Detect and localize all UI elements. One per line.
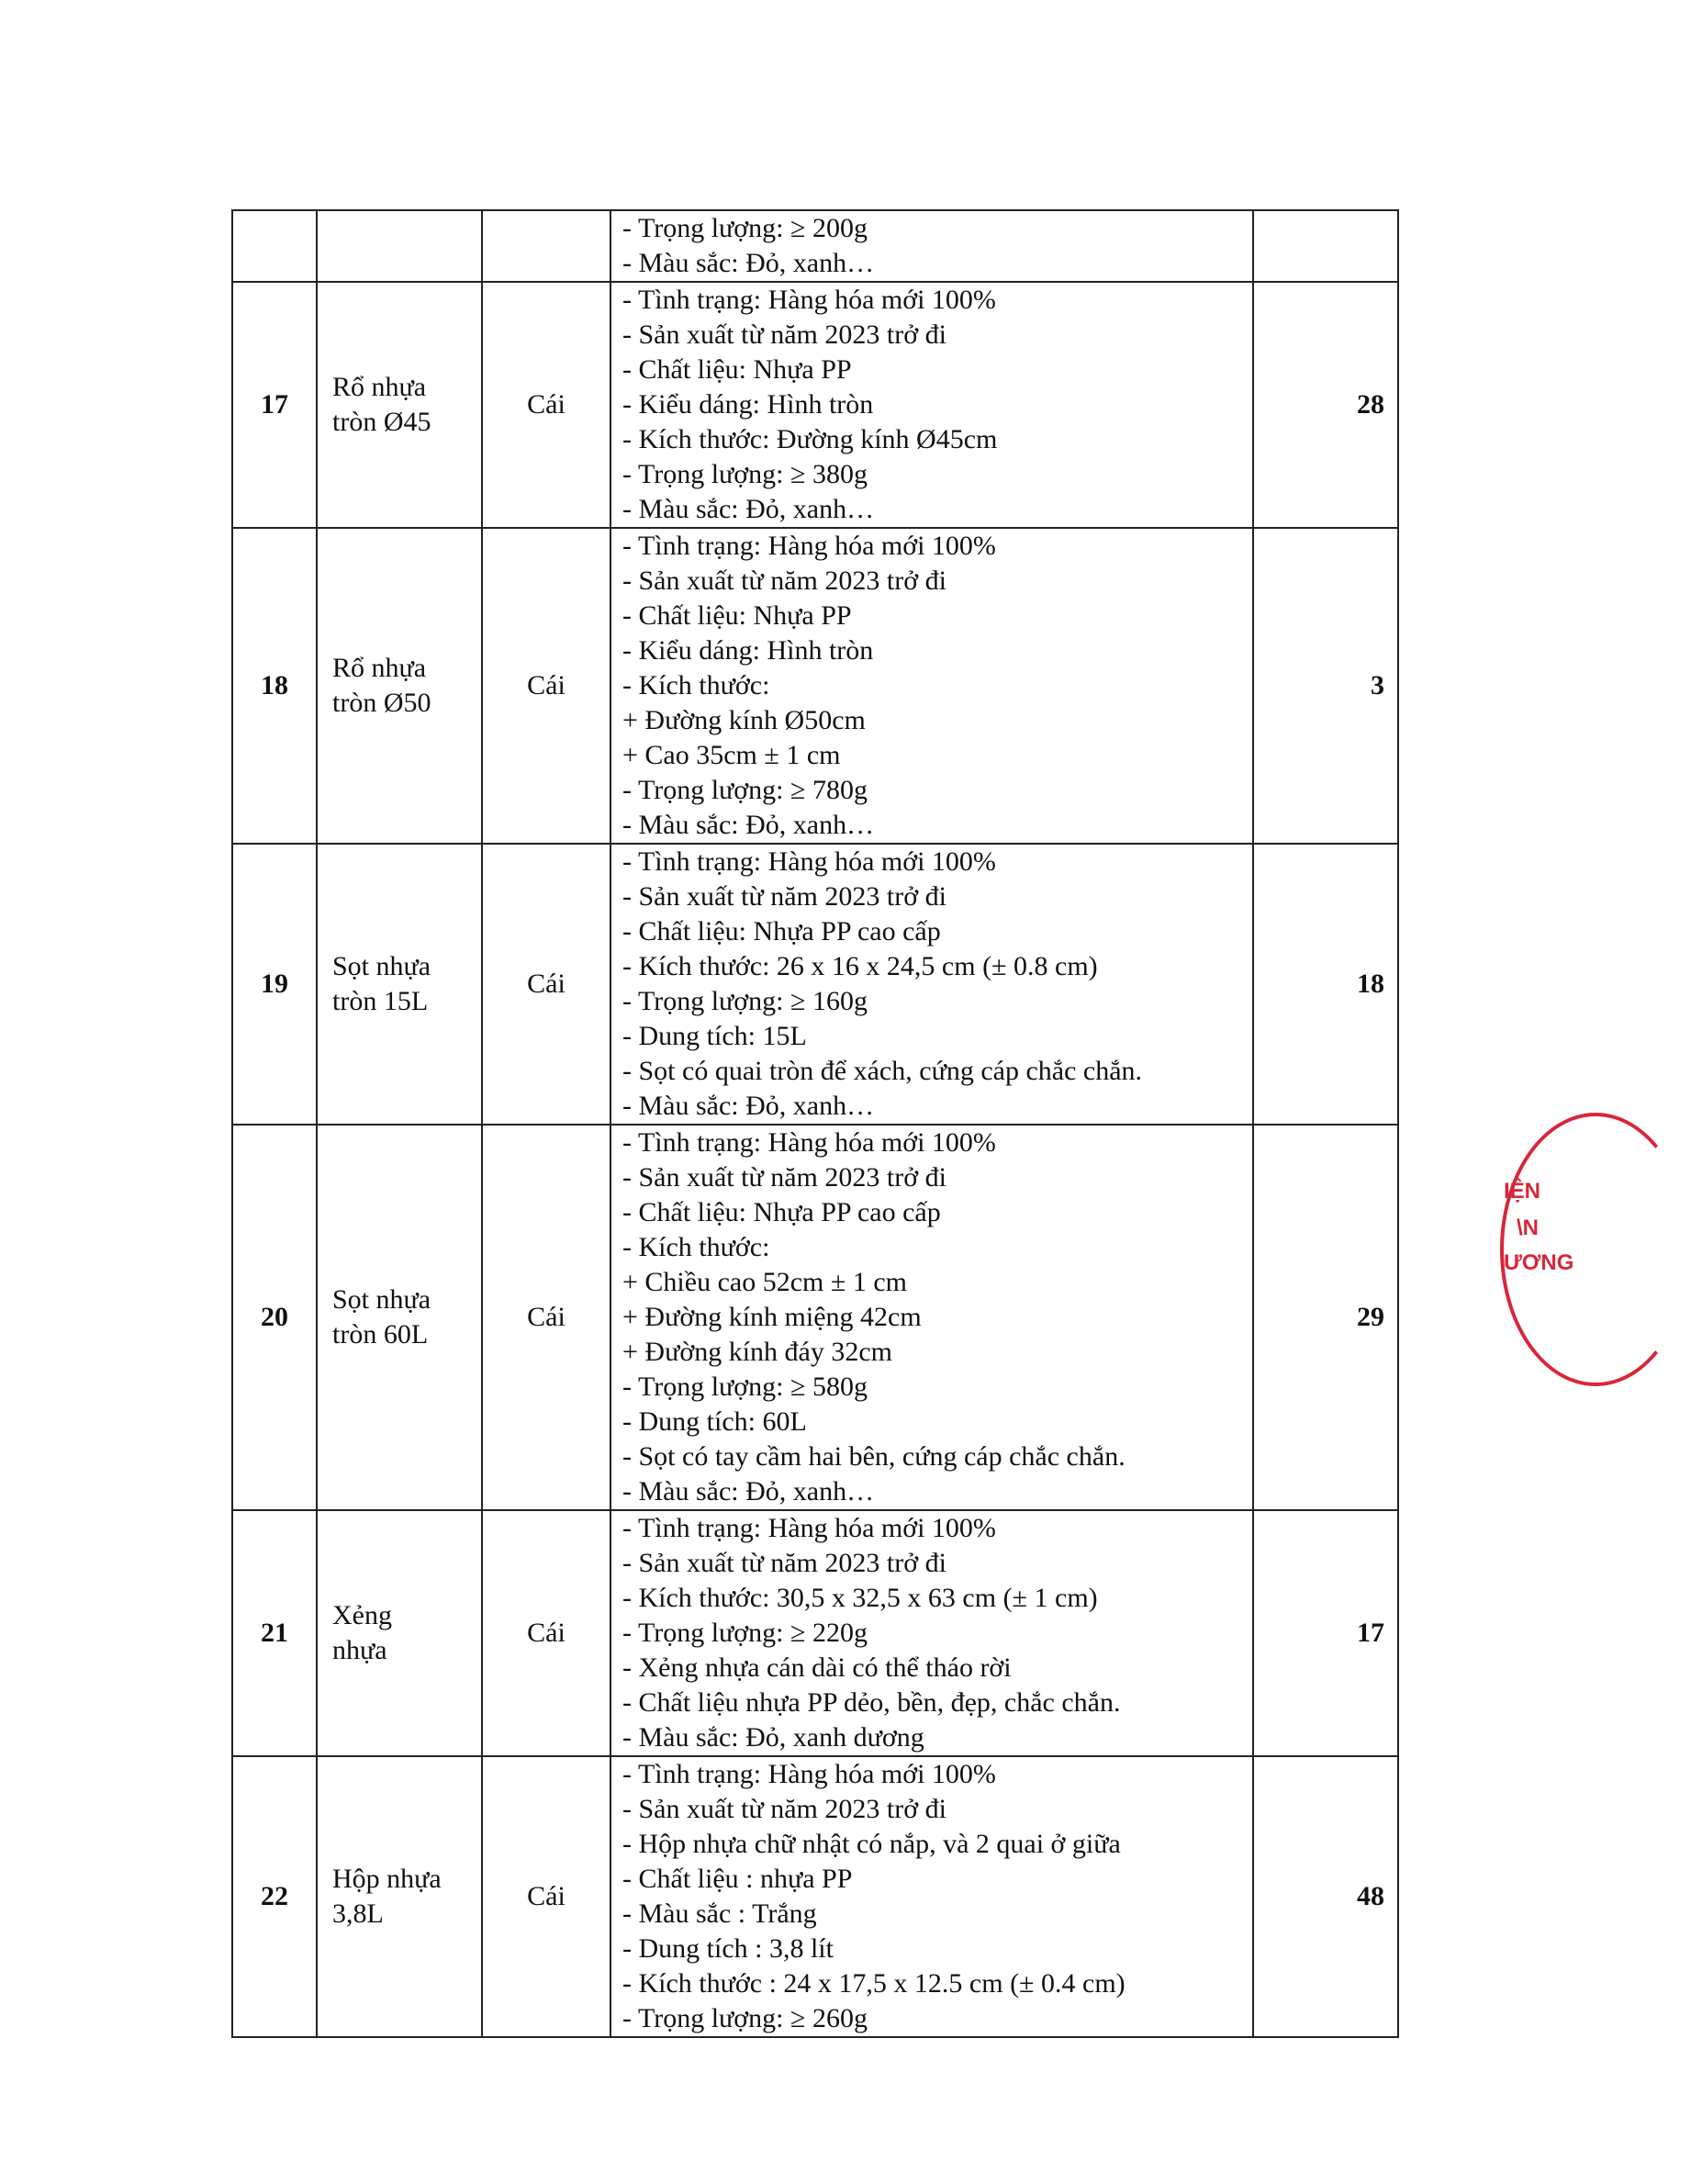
item-name-line: Hộp nhựa	[332, 1864, 442, 1894]
item-name-line: nhựa	[332, 1635, 387, 1665]
stamp-text-2: \N	[1517, 1215, 1539, 1240]
spec-line: - Màu sắc: Đỏ, xanh…	[622, 1476, 875, 1506]
spec-line: + Cao 35cm ± 1 cm	[622, 740, 841, 770]
spec-line: - Kích thước: 26 x 16 x 24,5 cm (± 0.8 cm)	[622, 951, 1098, 981]
spec-line: - Chất liệu: Nhựa PP cao cấp	[622, 1197, 941, 1227]
item-name	[317, 1756, 482, 2037]
spec-line: - Trọng lượng: ≥ 220g	[622, 1618, 868, 1648]
item-name-line: tròn Ø45	[332, 407, 431, 437]
item-name-line: tròn Ø50	[332, 688, 431, 718]
spec-line: - Trọng lượng: ≥ 780g	[622, 775, 868, 805]
spec-line: - Dung tích : 3,8 lít	[622, 1933, 834, 1964]
spec-line: - Dung tích: 60L	[622, 1406, 807, 1437]
spec-line: - Sản xuất từ năm 2023 trở đi	[622, 1794, 946, 1824]
spec-line: + Đường kính đáy 32cm	[622, 1337, 893, 1367]
spec-line: - Kích thước: 30,5 x 32,5 x 63 cm (± 1 cm)	[622, 1583, 1098, 1613]
item-unit: Cái	[482, 1756, 610, 2037]
item-name-line: tròn 15L	[332, 986, 429, 1016]
spec-line: - Sản xuất từ năm 2023 trở đi	[622, 1548, 946, 1578]
item-specs	[610, 210, 1253, 282]
spec-line: - Trọng lượng: ≥ 580g	[622, 1372, 868, 1402]
item-name	[317, 210, 482, 282]
item-number	[232, 210, 317, 282]
stamp-text-3: ƯƠNG	[1504, 1250, 1574, 1275]
item-unit: Cái	[482, 844, 610, 1125]
spec-line: - Chất liệu: Nhựa PP	[622, 354, 852, 385]
item-number: 22	[232, 1756, 317, 2037]
item-specs	[610, 1125, 1253, 1510]
table-row	[232, 528, 1398, 844]
spec-line: + Đường kính Ø50cm	[622, 705, 866, 735]
item-quantity: 18	[1253, 844, 1398, 1125]
spec-line: - Kích thước: Đường kính Ø45cm	[622, 424, 998, 454]
item-specs	[610, 1756, 1253, 2037]
item-name	[317, 282, 482, 528]
spec-line: - Màu sắc : Trắng	[622, 1898, 817, 1929]
stamp-ring	[1500, 1113, 1691, 1386]
item-number: 19	[232, 844, 317, 1125]
spec-line: - Dung tích: 15L	[622, 1021, 807, 1051]
spec-line: - Màu sắc: Đỏ, xanh dương	[622, 1722, 924, 1753]
spec-line: - Trọng lượng: ≥ 200g	[622, 213, 868, 243]
item-number: 21	[232, 1510, 317, 1756]
table-row	[232, 1510, 1398, 1756]
spec-line: - Trọng lượng: ≥ 160g	[622, 986, 868, 1016]
spec-line: - Hộp nhựa chữ nhật có nắp, và 2 quai ở giữa	[622, 1829, 1121, 1859]
spec-line: - Kích thước:	[622, 1232, 770, 1262]
item-number: 20	[232, 1125, 317, 1510]
item-unit: Cái	[482, 528, 610, 844]
spec-line: + Đường kính miệng 42cm	[622, 1302, 922, 1332]
item-name-line: Xẻng	[332, 1600, 392, 1630]
item-quantity: 29	[1253, 1125, 1398, 1510]
item-specs	[610, 528, 1253, 844]
spec-line: - Kiểu dáng: Hình tròn	[622, 635, 874, 666]
item-name-line: tròn 60L	[332, 1319, 429, 1350]
table-row	[232, 1125, 1398, 1510]
spec-line: - Màu sắc: Đỏ, xanh…	[622, 494, 875, 524]
spec-line: - Tình trạng: Hàng hóa mới 100%	[622, 846, 996, 877]
item-number: 18	[232, 528, 317, 844]
item-unit: Cái	[482, 1125, 610, 1510]
item-quantity: 3	[1253, 528, 1398, 844]
item-unit: Cái	[482, 282, 610, 528]
item-name	[317, 1125, 482, 1510]
spec-line: - Sản xuất từ năm 2023 trở đi	[622, 1162, 946, 1193]
item-unit	[482, 210, 610, 282]
item-name-line: Rổ nhựa	[332, 372, 427, 402]
spec-line: - Tình trạng: Hàng hóa mới 100%	[622, 1513, 996, 1543]
spec-line: - Tình trạng: Hàng hóa mới 100%	[622, 531, 996, 561]
spec-line: - Xẻng nhựa cán dài có thể tháo rời	[622, 1652, 1012, 1683]
red-seal-stamp	[1496, 1113, 1574, 1379]
spec-line: - Trọng lượng: ≥ 380g	[622, 459, 868, 489]
spec-line: - Sọt có quai tròn để xách, cứng cáp chắc chắn.	[622, 1056, 1143, 1086]
spec-line: - Chất liệu: Nhựa PP	[622, 600, 852, 631]
spec-line: - Màu sắc: Đỏ, xanh…	[622, 810, 875, 840]
item-quantity	[1253, 210, 1398, 282]
item-specs	[610, 844, 1253, 1125]
spec-line: - Sản xuất từ năm 2023 trở đi	[622, 566, 946, 596]
spec-line: - Chất liệu nhựa PP dẻo, bền, đẹp, chắc chắn.	[622, 1687, 1121, 1718]
spec-line: + Chiều cao 52cm ± 1 cm	[622, 1267, 907, 1297]
spec-line: - Màu sắc: Đỏ, xanh…	[622, 248, 875, 278]
item-name-line: Sọt nhựa	[332, 1284, 431, 1315]
spec-line: - Tình trạng: Hàng hóa mới 100%	[622, 1759, 996, 1789]
spec-line: - Sản xuất từ năm 2023 trở đi	[622, 319, 946, 350]
spec-line: - Tình trạng: Hàng hóa mới 100%	[622, 285, 996, 315]
item-name	[317, 844, 482, 1125]
items-table	[231, 209, 1399, 2038]
table-row	[232, 210, 1398, 282]
table-row	[232, 282, 1398, 528]
spec-line: - Chất liệu : nhựa PP	[622, 1864, 853, 1894]
items-table-body	[232, 210, 1398, 2037]
spec-line: - Kích thước:	[622, 670, 770, 700]
item-name-line: 3,8L	[332, 1898, 384, 1929]
spec-line: - Màu sắc: Đỏ, xanh…	[622, 1091, 875, 1121]
item-specs	[610, 1510, 1253, 1756]
spec-line: - Tình trạng: Hàng hóa mới 100%	[622, 1127, 996, 1158]
item-quantity: 48	[1253, 1756, 1398, 2037]
table-row	[232, 1756, 1398, 2037]
spec-line: - Sản xuất từ năm 2023 trở đi	[622, 881, 946, 912]
spec-line: - Chất liệu: Nhựa PP cao cấp	[622, 916, 941, 946]
item-name-line: Sọt nhựa	[332, 951, 431, 981]
spec-line: - Sọt có tay cầm hai bên, cứng cáp chắc chắn.	[622, 1441, 1125, 1472]
item-number: 17	[232, 282, 317, 528]
item-name	[317, 1510, 482, 1756]
item-name-line: Rổ nhựa	[332, 653, 427, 683]
table-row	[232, 844, 1398, 1125]
item-quantity: 28	[1253, 282, 1398, 528]
item-quantity: 17	[1253, 1510, 1398, 1756]
spec-line: - Trọng lượng: ≥ 260g	[622, 2003, 868, 2033]
item-unit: Cái	[482, 1510, 610, 1756]
spec-line: - Kiểu dáng: Hình tròn	[622, 389, 874, 420]
item-specs	[610, 282, 1253, 528]
spec-line: - Kích thước : 24 x 17,5 x 12.5 cm (± 0.4 cm)	[622, 1968, 1125, 1999]
stamp-text-1: IỆN	[1504, 1179, 1541, 1204]
item-name	[317, 528, 482, 844]
